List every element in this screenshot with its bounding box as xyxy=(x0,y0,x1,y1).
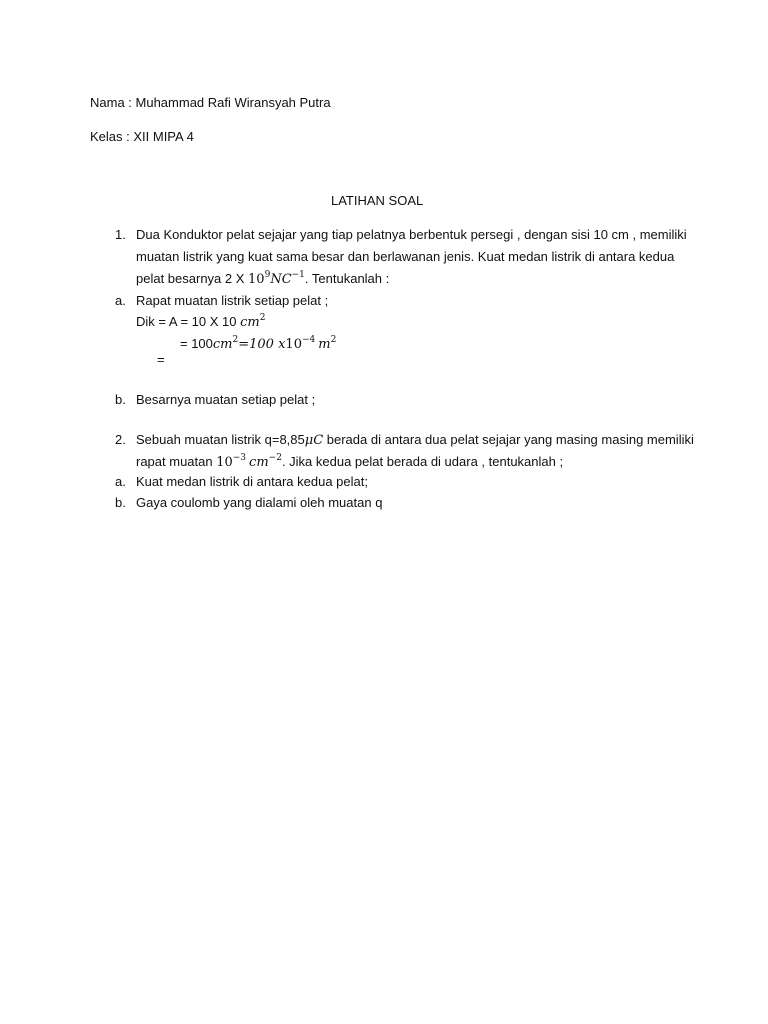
page-title: LATIHAN SOAL xyxy=(331,193,424,208)
sub-question-text: Gaya coulomb yang dialami oleh muatan q xyxy=(136,495,383,510)
question-text-line xyxy=(136,271,389,288)
student-name: Nama : Muhammad Rafi Wiransyah Putra xyxy=(90,95,331,110)
question-number: 2. xyxy=(115,432,126,447)
math-exponent: 2 xyxy=(259,312,266,323)
math-unit: cm xyxy=(240,315,260,330)
text-fragment: berada di antara dua pelat sejajar yang masing masing memiliki xyxy=(323,432,694,447)
question-text-line: muatan listrik yang kuat sama besar dan berlawanan jenis. Kuat medan listrik di antara kedua xyxy=(136,249,675,264)
math-base: 10 xyxy=(285,337,302,352)
question-text-line xyxy=(136,432,694,449)
question-number: 1. xyxy=(115,227,126,242)
math-unit: m xyxy=(318,337,331,352)
sub-question-letter: a. xyxy=(115,293,126,308)
question-text-line: Dua Konduktor pelat sejajar yang tiap pelatnya berbentuk persegi , dengan sisi 10 cm , memiliki xyxy=(136,227,687,242)
equation-line xyxy=(180,336,336,353)
sub-question-letter: b. xyxy=(115,392,126,407)
sub-question-letter: a. xyxy=(115,474,126,489)
text-fragment: rapat muatan xyxy=(136,454,217,469)
text-fragment: Dik = A = 10 X 10 xyxy=(136,314,241,329)
math-exponent: 9 xyxy=(264,269,271,280)
math-unit: cm xyxy=(212,337,233,352)
text-fragment: = 100 xyxy=(180,336,213,351)
question-text-line xyxy=(136,454,563,471)
equation-line: = xyxy=(157,352,165,367)
sub-question-text: Rapat muatan listrik setiap pelat ; xyxy=(136,293,329,308)
math-unit: NC xyxy=(270,272,292,287)
text-fragment: . Tentukanlah : xyxy=(304,271,390,286)
math-exponent: 2 xyxy=(330,334,337,345)
math-exponent: −2 xyxy=(268,452,282,463)
math-exponent: −4 xyxy=(301,334,316,345)
sub-question-letter: b. xyxy=(115,495,126,510)
math-exponent: −1 xyxy=(291,269,305,280)
text-fragment: Sebuah muatan listrik q=8,85 xyxy=(136,432,305,447)
sub-question-text: Kuat medan listrik di antara kedua pelat; xyxy=(136,474,368,489)
math-base: 10 xyxy=(248,272,265,287)
math-unit: cm xyxy=(249,455,269,470)
sub-question-text: Besarnya muatan setiap pelat ; xyxy=(136,392,316,407)
math-exponent: −3 xyxy=(232,452,247,463)
math-unit: μC xyxy=(304,433,324,448)
math-base: 10 xyxy=(216,455,233,470)
math-exponent: 2 xyxy=(232,334,239,345)
student-class: Kelas : XII MIPA 4 xyxy=(90,129,194,144)
text-fragment: pelat besarnya 2 X xyxy=(136,271,249,286)
known-equation xyxy=(136,314,265,331)
math-text: =100 x xyxy=(238,337,286,352)
text-fragment: . Jika kedua pelat berada di udara , tentukanlah ; xyxy=(281,454,564,469)
